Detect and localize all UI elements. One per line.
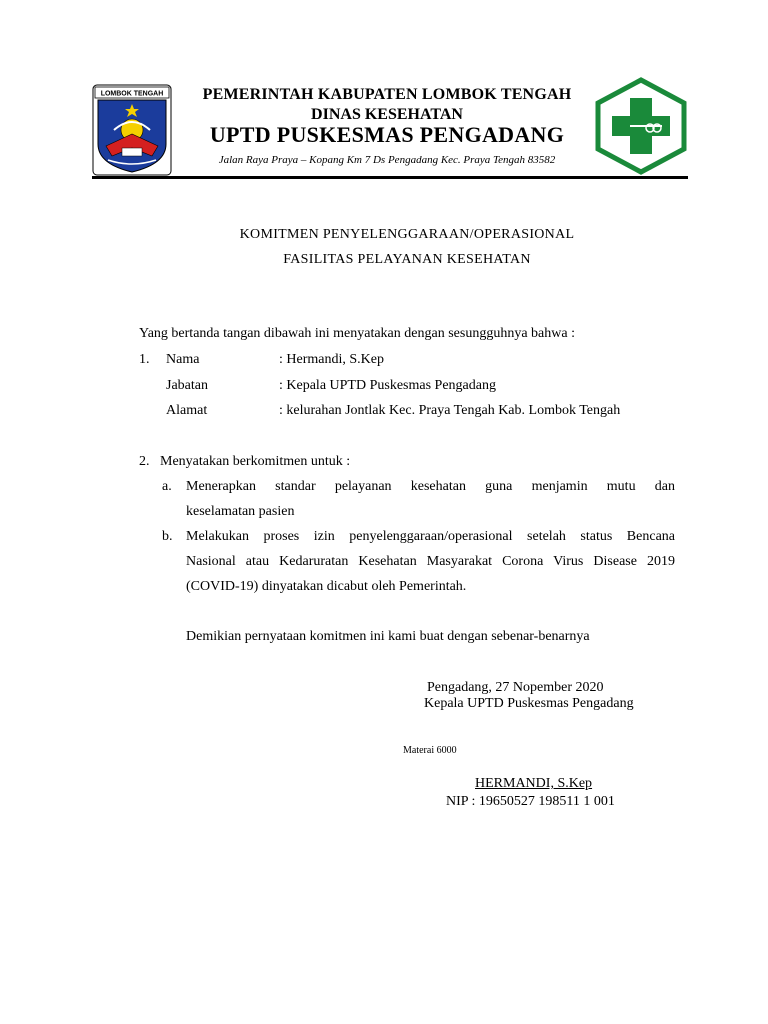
field-value-jabatan: : Kepala UPTD Puskesmas Pengadang (279, 378, 496, 393)
field-value-nama: : Hermandi, S.Kep (279, 352, 384, 367)
puskesmas-logo-icon (592, 76, 690, 176)
intro-paragraph: Yang bertanda tangan dibawah ini menyatakan dengan sesungguhnya bahwa : (139, 326, 575, 341)
item-number-1: 1. (139, 352, 150, 367)
letterhead-divider (92, 176, 688, 179)
field-label-jabatan: Jabatan (166, 378, 208, 393)
field-label-nama: Nama (166, 352, 200, 367)
sub-item-a-line1: Menerapkan standar pelayanan kesehatan guna menjamin mutu dan (186, 479, 675, 494)
sub-item-a-marker: a. (162, 479, 172, 494)
signatory-nip: NIP : 19650527 198511 1 001 (446, 794, 615, 809)
item-2-heading: 2. Menyatakan berkomitmen untuk : (139, 454, 351, 469)
document-title-line1: KOMITMEN PENYELENGGARAAN/OPERASIONAL (239, 227, 575, 242)
stamp-duty-label: Materai 6000 (403, 745, 457, 756)
emblem-label: LOMBOK TENGAH (100, 90, 164, 98)
signature-place-date: Pengadang, 27 Nopember 2020 (427, 680, 604, 695)
letterhead-institution: UPTD PUSKESMAS PENGADANG (209, 122, 565, 147)
closing-statement: Demikian pernyataan komitmen ini kami buat dengan sebenar-benarnya (186, 629, 590, 644)
letterhead-department: DINAS KESEHATAN (311, 106, 463, 123)
document-title-line2: FASILITAS PELAYANAN KESEHATAN (283, 252, 531, 267)
letterhead-government: PEMERINTAH KABUPATEN LOMBOK TENGAH (202, 86, 572, 103)
letterhead-address: Jalan Raya Praya – Kopang Km 7 Ds Pengadang Kec. Praya Tengah 83582 (218, 154, 556, 166)
sub-item-b-line1: Melakukan proses izin penyelenggaraan/operasional setelah status Bencana (186, 529, 675, 544)
lombok-tengah-emblem-icon (92, 84, 172, 176)
signatory-name: HERMANDI, S.Kep (475, 776, 593, 791)
signature-position: Kepala UPTD Puskesmas Pengadang (424, 696, 634, 711)
sub-item-b-line3: (COVID-19) dinyatakan dicabut oleh Pemerintah. (186, 579, 467, 594)
field-value-alamat: : kelurahan Jontlak Kec. Praya Tengah Kab. Lombok Tengah (279, 403, 621, 418)
sub-item-b-line2: Nasional atau Kedaruratan Kesehatan Masyarakat Corona Virus Disease 2019 (186, 554, 675, 569)
sub-item-b-marker: b. (162, 529, 173, 544)
field-label-alamat: Alamat (166, 403, 208, 418)
sub-item-a-line2: keselamatan pasien (186, 504, 295, 519)
